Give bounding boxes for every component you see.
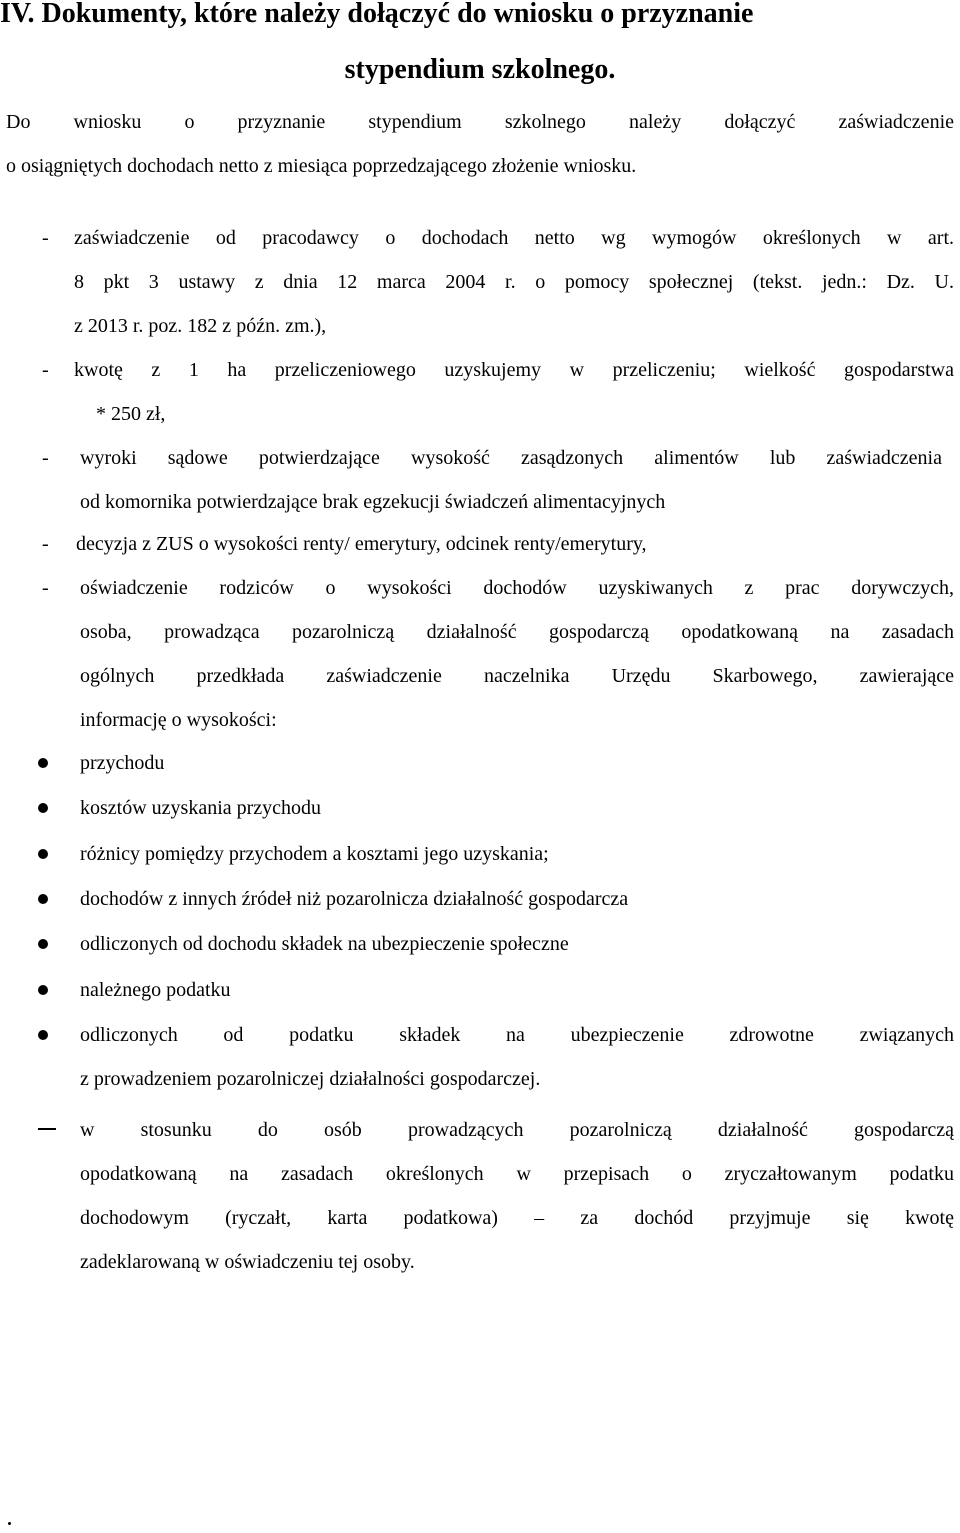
bullet-item: kosztów uzyskania przychodu [80, 797, 322, 819]
parents-line-3: ogólnych przedkłada zaświadczenie naczelnika Urzędu Skarbowego, zawierające [80, 665, 954, 687]
list-dash: - [42, 447, 49, 469]
parents-line-4: informację o wysokości: [80, 709, 277, 731]
lumpsum-line-3: dochodowym (ryczałt, karta podatkowa) – za dochód przyjmuje się kwotę [80, 1207, 954, 1229]
list-dash: - [42, 227, 49, 249]
zus-line: decyzja z ZUS o wysokości renty/ emerytury, odcinek renty/emerytury, [76, 533, 647, 555]
bullet-item: odliczonych od dochodu składek na ubezpieczenie społeczne [80, 933, 569, 955]
parents-line-1: oświadczenie rodziców o wysokości dochodów uzyskiwanych z prac dorywczych, [80, 577, 954, 599]
employer-line-3: z 2013 r. poz. 182 z późn. zm.), [74, 315, 327, 337]
bullet-icon [38, 803, 48, 813]
lumpsum-line-4: zadeklarowaną w oświadczeniu tej osoby. [80, 1251, 415, 1273]
bullet-item: należnego podatku [80, 979, 231, 1001]
bullet-item: przychodu [80, 752, 165, 774]
bullet-item: dochodów z innych źródeł niż pozarolnicza działalność gospodarcza [80, 888, 629, 910]
court-line-1: wyroki sądowe potwierdzające wysokość zasądzonych alimentów lub zaświadczenia [80, 447, 942, 469]
page-dot [8, 1522, 11, 1525]
intro-line-1: Do wniosku o przyznanie stypendium szkolnego należy dołączyć zaświadczenie [6, 111, 954, 133]
bullet-icon [38, 1030, 48, 1040]
hectare-line-2: * 250 zł, [96, 403, 166, 425]
list-dash: - [42, 533, 49, 555]
hectare-line-1: kwotę z 1 ha przeliczeniowego uzyskujemy w przeliczeniu; wielkość gospodarstwa [74, 359, 954, 381]
bullet-icon [38, 939, 48, 949]
heading-line-1: IV. Dokumenty, które należy dołączyć do wniosku o przyznanie [0, 0, 754, 29]
employer-line-2: 8 pkt 3 ustawy z dnia 12 marca 2004 r. o pomocy społecznej (tekst. jedn.: Dz. U. [74, 271, 954, 293]
health-line-1: odliczonych od podatku składek na ubezpieczenie zdrowotne związanych [80, 1024, 954, 1046]
lumpsum-line-2: opodatkowaną na zasadach określonych w przepisach o zryczałtowanym podatku [80, 1163, 954, 1185]
parents-line-2: osoba, prowadząca pozarolniczą działalność gospodarczą opodatkowaną na zasadach [80, 621, 954, 643]
dash-icon [38, 1128, 56, 1130]
health-line-2: z prowadzeniem pozarolniczej działalności gospodarczej. [80, 1068, 541, 1090]
heading-line-2: stypendium szkolnego. [344, 54, 616, 85]
court-line-2: od komornika potwierdzające brak egzekucji świadczeń alimentacyjnych [80, 491, 666, 513]
employer-line-1: zaświadczenie od pracodawcy o dochodach netto wg wymogów określonych w art. [74, 227, 954, 249]
bullet-icon [38, 758, 48, 768]
intro-line-2: o osiągniętych dochodach netto z miesiąca poprzedzającego złożenie wniosku. [6, 155, 637, 177]
bullet-item: różnicy pomiędzy przychodem a kosztami jego uzyskania; [80, 843, 549, 865]
bullet-icon [38, 985, 48, 995]
bullet-icon [38, 894, 48, 904]
bullet-icon [38, 849, 48, 859]
list-dash: - [42, 359, 49, 381]
lumpsum-line-1: w stosunku do osób prowadzących pozarolniczą działalność gospodarczą [80, 1119, 954, 1141]
list-dash: - [42, 577, 49, 599]
